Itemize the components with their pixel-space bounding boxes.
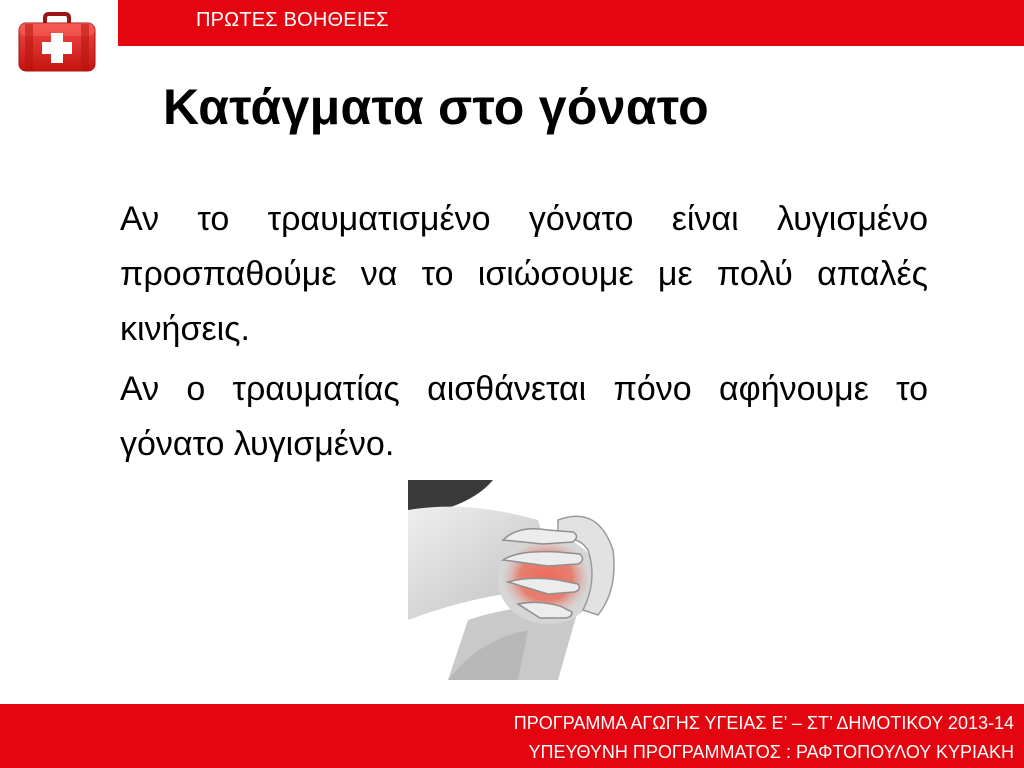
knee-injury-photo xyxy=(408,480,678,680)
footer-responsible-line: ΥΠΕΥΘΥΝΗ ΠΡΟΓΡΑΜΜΑΤΟΣ : ΡΑΦΤΟΠΟΥΛΟΥ ΚΥΡΙΑΚΗ xyxy=(528,742,1014,762)
footer-program-line: ΠΡΟΓΡΑΜΜΑ ΑΓΩΓΗΣ ΥΓΕΙΑΣ Ε’ – ΣΤ’ ΔΗΜΟΤΙΚΟΥ 2013-14 xyxy=(513,713,1014,733)
footer-bar xyxy=(0,704,1024,768)
slide-title: Κατάγματα στο γόνατο xyxy=(163,79,709,135)
header-title: ΠΡΩΤΕΣ ΒΟΗΘΕΙΕΣ xyxy=(196,9,389,31)
body-paragraph: Αν ο τραυματίας αισθάνεται πόνο αφήνουμε το γόνατο λυγισμένο. xyxy=(120,370,928,463)
first-aid-kit-icon xyxy=(16,12,98,74)
slide-body xyxy=(120,192,928,472)
header-bar xyxy=(118,0,1024,46)
body-paragraph: Αν το τραυματισμένο γόνατο είναι λυγισμένο προσπαθούμε να το ισιώσουμε με πολύ απαλές κινήσεις. xyxy=(120,200,928,348)
